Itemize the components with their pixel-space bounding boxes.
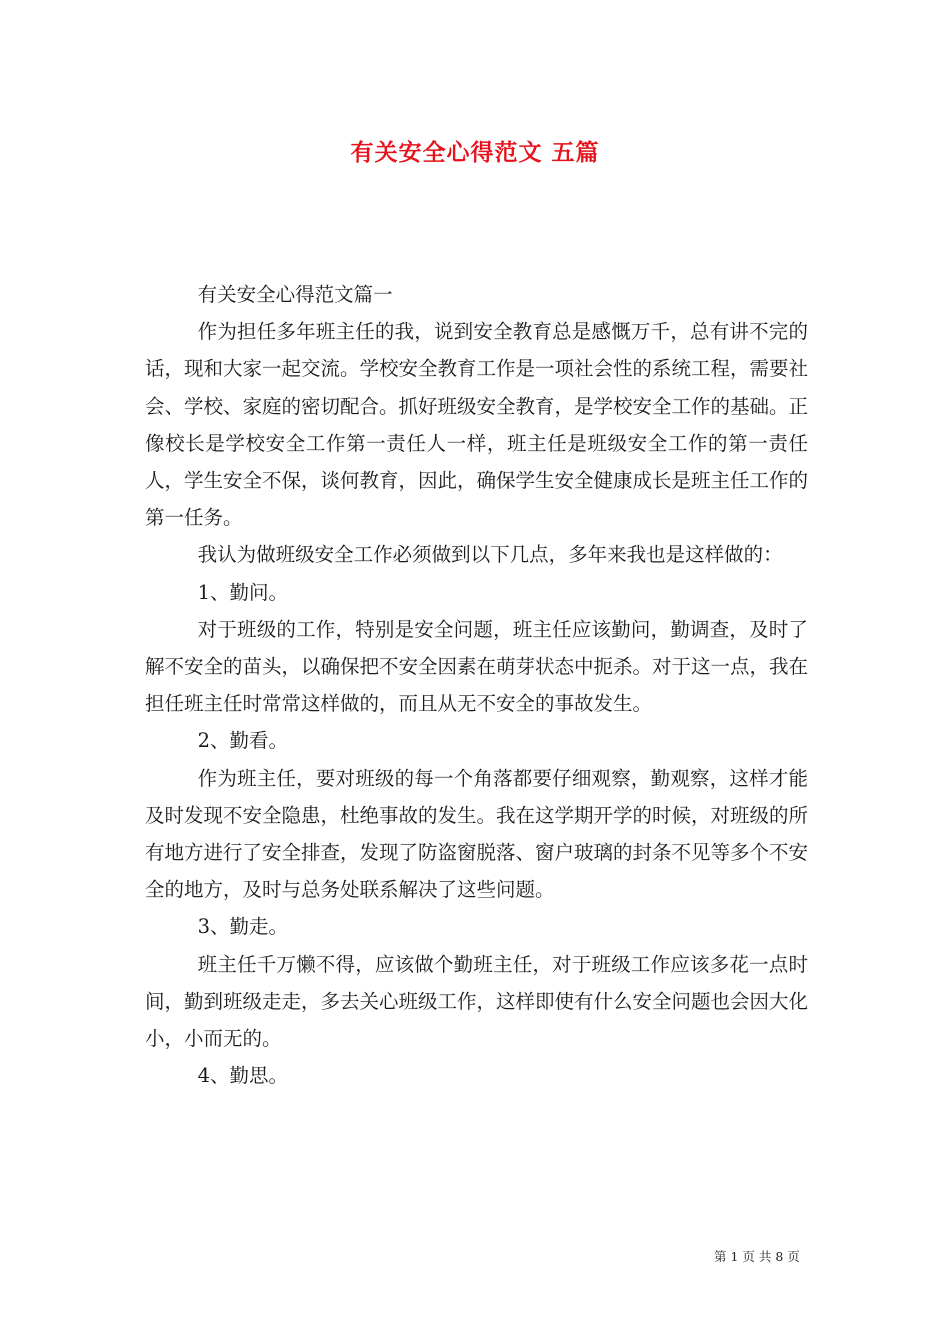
paragraph-intro: 作为担任多年班主任的我，说到安全教育总是感慨万千，总有讲不完的话，现和大家一起交流。学校安全教育工作是一项社会性的系统工程，需要社会、学校、家庭的密切配合。抓好班级安全教育，是学校安全工作的基础。正像校长是学校安全工作第一责任人一样，班主任是班级安全工作的第一责任人，学生安全不保，谈何教育，因此，确保学生安全健康成长是班主任工作的第一任务。 bbox=[145, 320, 809, 530]
paragraph-point-3: 班主任千万懒不得，应该做个勤班主任，对于班级工作应该多花一点时间，勤到班级走走，多去关心班级工作，这样即使有什么安全问题也会因大化小，小而无的。 bbox=[145, 952, 809, 1051]
section-heading: 有关安全心得范文篇一 bbox=[197, 283, 393, 306]
paragraph-point-2: 作为班主任，要对班级的每一个角落都要仔细观察，勤观察，这样才能及时发现不安全隐患，杜绝事故的发生。我在这学期开学的时候，对班级的所有地方进行了安全排查，发现了防盗窗脱落、窗户玻璃的封条不见等多个不安全的地方，及时与总务处联系解决了这些问题。 bbox=[145, 766, 809, 902]
point-heading-2: 2、勤看。 bbox=[197, 729, 289, 753]
point-heading-4: 4、勤思。 bbox=[197, 1064, 289, 1088]
point-heading-3: 3、勤走。 bbox=[197, 915, 289, 939]
document-body bbox=[145, 276, 808, 1094]
page-indicator: 第 1 页 共 8 页 bbox=[714, 1249, 800, 1264]
point-heading-1: 1、勤问。 bbox=[197, 580, 289, 604]
document-title: 有关安全心得范文 五篇 bbox=[350, 139, 600, 166]
paragraph-points-lead: 我认为做班级安全工作必须做到以下几点，多年来我也是这样做的： bbox=[197, 543, 783, 567]
paragraph-point-1: 对于班级的工作，特别是安全问题，班主任应该勤问，勤调查，及时了解不安全的苗头，以确保把不安全因素在萌芽状态中扼杀。对于这一点，我在担任班主任时常常这样做的，而且从无不安全的事故发生。 bbox=[145, 617, 809, 716]
